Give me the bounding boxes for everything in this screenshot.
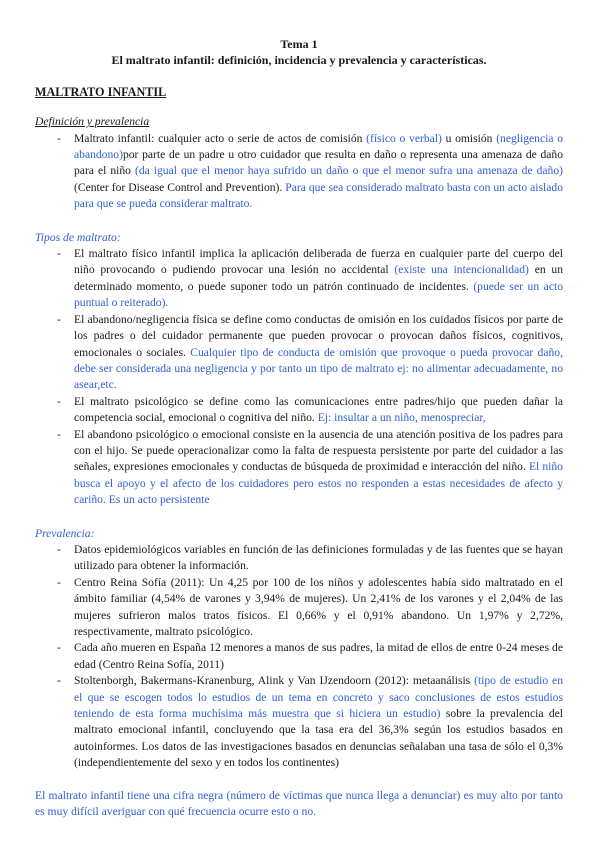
list-item xyxy=(35,673,563,771)
list-item xyxy=(35,131,563,213)
section-title: MALTRATO INFANTIL xyxy=(35,84,167,99)
text: (Center for Disease Control and Prevention). xyxy=(74,180,286,194)
tema-label: Tema 1 xyxy=(280,37,318,51)
prevalencia-heading: Prevalencia: xyxy=(35,526,95,540)
list-item xyxy=(35,394,563,427)
note: Para que sea considerado maltrato basta con un acto aislado para que se pueda considerar maltrato. xyxy=(74,180,563,211)
document-title: El maltrato infantil: definición, incidencia y prevalencia y características. xyxy=(111,53,487,68)
text: Maltrato infantil: cualquier acto o serie de actos de comisión xyxy=(74,131,367,145)
text: Stoltenborgh, Bakermans-Kranenburg, Alink y Van IJzendoorn (2012): metaanálisis xyxy=(74,674,475,688)
note: (existe una intencionalidad) xyxy=(394,263,529,277)
text: u omisión xyxy=(441,131,497,145)
note: (negligencia o abandono) xyxy=(74,131,563,162)
list-item xyxy=(35,312,563,394)
list-item: - Cada año mueren en España 12 menores a manos de sus padres, la mitad de ellos de entre 0-24 meses de edad (Centro Reina Sofía, 2011) xyxy=(35,640,563,673)
note: (puede ser un acto puntual o reiterado). xyxy=(74,279,563,310)
conclusion-paragraph: El maltrato infantil tiene una cifra negra (número de víctimas que nunca llega a denunciar) es muy alto por tanto es muy difícil averiguar con qué frecuencia ocurre esto o no. xyxy=(35,788,563,819)
list-item: - Datos epidemiológicos variables en función de las definiciones formuladas y de las fuentes que se hayan utilizado para obtener la información. xyxy=(35,542,563,575)
text: sobre la prevalencia del maltrato emocional infantil, concluyendo que la tasa era del 36,3% según los estudios basados en autoinformes. Los datos de las investigaciones basados en denuncias señalaban una tasa de sólo el 0,3% (independientemente del sexo y en todos los continentes) xyxy=(74,707,563,770)
note: (físico o verbal) xyxy=(366,131,442,145)
text: El maltrato físico infantil implica la aplicación deliberada de fuerza en cualquier parte del cuerpo del niño provocando o pudiendo provocar una lesión no accidental xyxy=(74,247,563,277)
prevalencia-list xyxy=(35,542,563,772)
list-item xyxy=(35,427,563,509)
text: por parte de un padre u otro cuidador que resulta en daño o representa una amenaza de daño para el niño xyxy=(74,148,563,178)
definicion-list xyxy=(35,131,563,213)
list-item xyxy=(35,246,563,312)
tipos-heading: Tipos de maltrato: xyxy=(35,230,121,244)
text: El abandono psicológico o emocional consiste en la ausencia de una atención positiva de los padres para con el hijo. Se puede operacionalizar como la falta de respuesta persistente por parte del cuidador a las señales, expresiones emocionales y conductas de búsqueda de proximidad e interacción del niño. xyxy=(74,427,563,474)
text: El abandono/negligencia física se define como conductas de omisión en los cuidados físicos por parte de los padres o del cuidador permanente que pueden provocar o provocan daños físicos, cognitivos, emocionales o sociales. xyxy=(74,312,563,359)
text: El maltrato psicológico se define como las comunicaciones entre padres/hijo que pueden dañar la competencia social, emocional o cognitiva del niño. xyxy=(74,394,563,425)
note: Ej: insultar a un niño, menospreciar, xyxy=(317,411,486,425)
note: (da igual que el menor haya sufrido un daño o que el menor sufra una amenaza de daño) xyxy=(134,164,564,178)
text: en un determinado momento, o puede suponer todo un patrón continuado de incidentes. xyxy=(74,263,563,293)
list-item: - Centro Reina Sofía (2011): Un 4,25 por 100 de los niños y adolescentes había sido maltratado en el ámbito familiar (4,54% de varones y 3,94% de mujeres). Un 2,41% de los varones y el 2,04% de las mujeres sufrieron malos tratos físicos. El 0,66% y el 0,91% abandono. Un 1,97% y 2,72%, respectivamente, maltrato psicológico. xyxy=(35,575,563,641)
note: (tipo de estudio en el que se escogen todos lo estudios de un tema en concreto y saco conclusiones de estos estudios teniendo de esta forma muchísima más muestra que si hiciera un estudio) xyxy=(74,674,564,721)
note: Cualquier tipo de conducta de omisión que provoque o pueda provocar daño, debe ser considerada una negligencia y por tanto un tipo de maltrato ej: no alimentar adecuadamente, no asear,etc. xyxy=(74,345,563,392)
note: El niño busca el apoyo y el afecto de los cuidadores pero estos no responden a estas necesidades de afecto y cariño. Es un acto persistente xyxy=(74,460,563,507)
definicion-heading: Definición y prevalencia xyxy=(35,115,150,129)
document-page xyxy=(35,36,563,820)
tipos-list xyxy=(35,246,563,509)
